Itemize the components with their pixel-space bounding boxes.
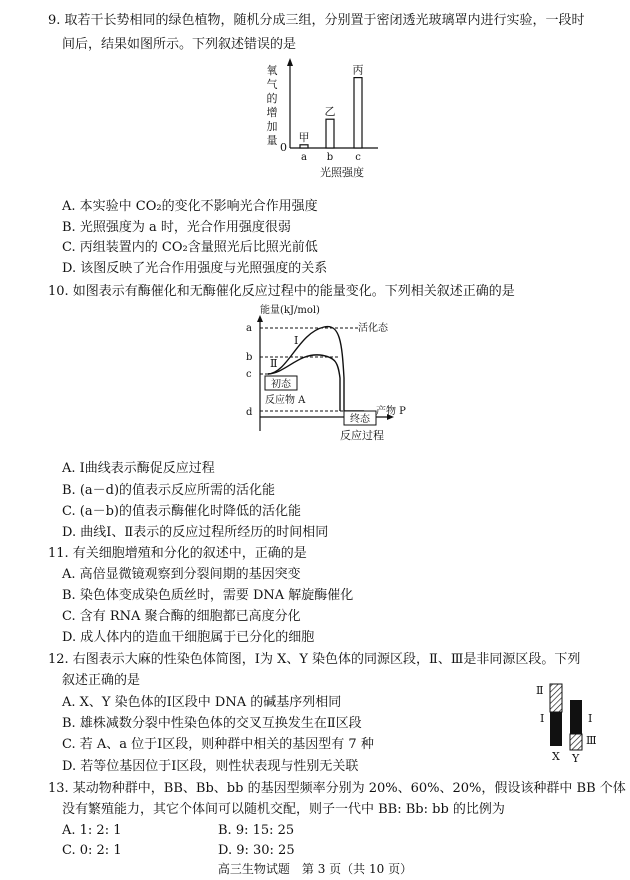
q10-stem: 10. 如图表示有酶催化和无酶催化反应过程中的能量变化。下列相关叙述正确的是 [48, 284, 515, 299]
q12-x-region-1 [550, 712, 562, 746]
q9-option-d: D. 该图反映了光合作用强度与光照强度的关系 [62, 261, 328, 276]
q9-stem-line1: 9. 取若干长势相同的绿色植物，随机分成三组，分别置于密闭透光玻璃罩内进行实验，一段时 [48, 13, 585, 28]
q12-option-d: D. 若等位基因位于Ⅰ区段，则性状表现与性别无关联 [62, 759, 359, 774]
q12-x-label: X [552, 750, 560, 763]
q10-level-a: a [246, 323, 252, 334]
q13-option-c: C. 0: 2: 1 [62, 843, 122, 858]
q9-stem-line2: 间后，结果如图所示。下列叙述错误的是 [62, 37, 297, 52]
q10-level-b: b [246, 352, 253, 363]
q12-y-label: Y [572, 752, 580, 764]
q10-curve-1-label: Ⅰ [294, 334, 299, 347]
q10-final-label: 终态 [350, 414, 370, 425]
q10-initial-label: 初态 [271, 379, 291, 390]
q9-category-label: b [326, 152, 334, 163]
q9-ylabel-char: 增 [266, 106, 278, 119]
q10-option-d: D. 曲线Ⅰ、Ⅱ表示的反应过程所经历的时间相同 [62, 525, 329, 540]
q13-stem-line2: 没有繁殖能力，其它个体间可以随机交配，则子一代中 BB: Bb: bb 的比例为 [62, 802, 505, 817]
q10-level-d: d [246, 407, 253, 418]
q9-category-label: a [301, 152, 307, 163]
q12-label-1-left: Ⅰ [540, 712, 545, 725]
q9-bar-label: 丙 [352, 63, 364, 77]
q9-bar [326, 119, 334, 148]
q9-option-b: B. 光照强度为 a 时，光合作用强度很弱 [62, 220, 291, 235]
q13-stem-line1: 13. 某动物种群中，BB、Bb、bb 的基因型频率分别为 20%、60%、20%，假设该种群中 BB 个体 [48, 781, 626, 796]
q12-y-region-3 [570, 734, 582, 750]
q10-option-a: A. Ⅰ曲线表示酶促反应过程 [62, 461, 215, 476]
q9-xlabel: 光照强度 [320, 166, 364, 179]
q12-stem-line1: 12. 右图表示大麻的性染色体简图，Ⅰ为 X、Y 染色体的同源区段，Ⅱ、Ⅲ是非同源区段。下列 [48, 652, 581, 667]
q12-option-c: C. 若 A、a 位于Ⅰ区段，则种群中相关的基因型有 7 种 [62, 737, 374, 752]
q10-option-b: B. (a－d)的值表示反应所需的活化能 [62, 483, 276, 498]
page-footer: 高三生物试题 第 3 页（共 10 页） [217, 862, 413, 876]
q10-product-label: 产物 P [376, 406, 406, 417]
q12-option-b: B. 雄株减数分裂中性染色体的交叉互换发生在Ⅱ区段 [62, 716, 362, 731]
q13-option-b: B. 9: 15: 25 [218, 823, 295, 838]
q9-ylabel-char: 气 [266, 78, 278, 91]
q10-energy-diagram [240, 303, 410, 443]
q9-option-a: A. 本实验中 CO₂的变化不影响光合作用强度 [62, 199, 318, 214]
q13-option-a: A. 1: 2: 1 [62, 823, 122, 838]
q9-ylabel-char: 氧 [266, 64, 278, 77]
q11-option-d: D. 成人体内的造血干细胞属于已分化的细胞 [62, 630, 315, 645]
q12-label-2: Ⅱ [536, 684, 544, 697]
q9-ylabel-char: 加 [266, 120, 278, 133]
q11-option-c: C. 含有 RNA 聚合酶的细胞都已高度分化 [62, 609, 301, 624]
q12-label-1-right: Ⅰ [588, 712, 593, 725]
q9-y-axis-arrow [287, 58, 293, 66]
q12-option-a: A. X、Y 染色体的Ⅰ区段中 DNA 的碱基序列相同 [62, 695, 342, 710]
q13-option-d: D. 9: 30: 25 [218, 843, 295, 858]
q9-bar-chart [262, 58, 392, 182]
q10-level-c: c [246, 369, 252, 380]
q9-ylabel [267, 63, 278, 147]
q12-chromosome-diagram [528, 680, 608, 764]
q9-bar [300, 145, 308, 148]
q9-bar [354, 78, 362, 148]
q11-stem: 11. 有关细胞增殖和分化的叙述中，正确的是 [48, 546, 307, 561]
q12-label-3: Ⅲ [586, 734, 597, 747]
q9-option-c: C. 丙组装置内的 CO₂含量照光后比照光前低 [62, 240, 318, 255]
q9-bar-label: 乙 [324, 105, 336, 119]
q9-origin-label: 0 [280, 141, 287, 154]
q12-x-region-2 [550, 684, 562, 712]
q10-option-c: C. (a－b)的值表示酶催化时降低的活化能 [62, 504, 301, 519]
q10-y-axis-arrow [257, 315, 263, 322]
q10-xlabel: 反应过程 [340, 429, 384, 442]
q11-option-a: A. 高倍显微镜观察到分裂间期的基因突变 [62, 567, 301, 582]
q9-bar-label: 甲 [298, 130, 310, 144]
q11-option-b: B. 染色体变成染色质丝时，需要 DNA 解旋酶催化 [62, 588, 354, 603]
q9-ylabel-char: 的 [266, 92, 278, 105]
q12-stem-line2: 叙述正确的是 [62, 673, 141, 688]
q10-activated-state: 活化态 [358, 323, 388, 334]
q9-category-label: c [355, 152, 361, 163]
q10-curve-2-label: Ⅱ [270, 357, 278, 370]
q10-ylabel: 能量(kJ/mol) [260, 305, 320, 316]
q12-y-region-1 [570, 700, 582, 734]
q9-ylabel-char: 量 [266, 134, 278, 147]
q10-reactant-label: 反应物 A [265, 395, 306, 406]
